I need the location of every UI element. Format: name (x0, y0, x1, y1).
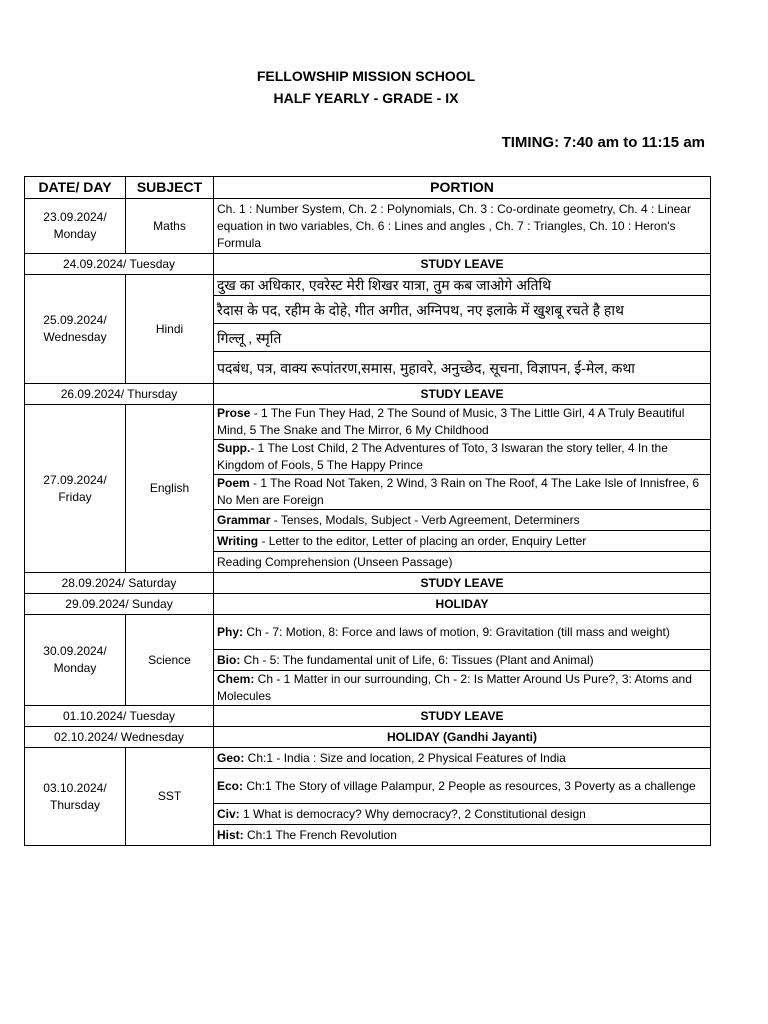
date-cell (25, 615, 126, 706)
portion-cell (214, 475, 711, 510)
table-row (25, 706, 711, 727)
section-label: Chem: (217, 672, 255, 686)
section-label: Prose (217, 406, 251, 420)
portion-cell: दुख का अधिकार, एवरेस्ट मेरी शिखर यात्रा, तुम कब जाओगे अतिथि (214, 275, 711, 296)
subject-cell: Maths (126, 199, 214, 254)
portion-cell (214, 440, 711, 475)
portion-cell (214, 650, 711, 671)
study-leave-cell: STUDY LEAVE (214, 706, 711, 727)
section-text: - Letter to the editor, Letter of placing an order, Enquiry Letter (258, 533, 587, 548)
date-cell (25, 405, 126, 573)
portion-cell (214, 510, 711, 531)
portion-cell: गिल्लू , स्मृति (214, 324, 711, 352)
section-label: Bio: (217, 652, 241, 667)
exam-timing: TIMING: 7:40 am to 11:15 am (501, 134, 705, 151)
section-label: Hist: (217, 827, 244, 842)
column-header-subject: SUBJECT (126, 177, 214, 199)
date: 25.09.2024/ (43, 313, 107, 327)
section-label: Civ: (217, 806, 240, 821)
date-cell: 26.09.2024/ Thursday (25, 384, 214, 405)
portion-cell (214, 769, 711, 804)
date-cell: 01.10.2024/ Tuesday (25, 706, 214, 727)
day: Friday (58, 489, 92, 504)
subject-cell: English (126, 405, 214, 573)
table-row (25, 615, 711, 650)
column-header-date: DATE/ DAY (25, 177, 126, 199)
table-row (25, 199, 711, 254)
date-cell: 24.09.2024/ Tuesday (25, 254, 214, 275)
portion-cell: पदबंध, पत्र, वाक्य रूपांतरण,समास, मुहावरे, अनुच्छेद, सूचना, विज्ञापन, ई-मेल, कथा (214, 352, 711, 384)
table-row (25, 748, 711, 769)
date-cell: 28.09.2024/ Saturday (25, 573, 214, 594)
date: 27.09.2024/ (43, 472, 107, 487)
date-cell: 29.09.2024/ Sunday (25, 594, 214, 615)
subject-cell: Science (126, 615, 214, 706)
date: 03.10.2024/ (43, 780, 107, 795)
section-text: - 1 The Fun They Had, 2 The Sound of Music, 3 The Little Girl, 4 A Truly Beautiful Mind, 5 The Snake and The Mirror, 6 My Childhood (217, 406, 685, 437)
table-row (25, 727, 711, 748)
section-text: Ch - 1 Matter in our surrounding, Ch - 2: Is Matter Around Us Pure?, 3: Atoms and Molecules (217, 672, 692, 703)
section-label: Phy: (217, 624, 244, 639)
section-label: Eco: (217, 778, 244, 793)
day: Wednesday (43, 330, 107, 344)
study-leave-cell: STUDY LEAVE (214, 254, 711, 275)
section-label: Supp. (217, 441, 251, 455)
date: 23.09.2024/ (43, 210, 107, 224)
table-row (25, 405, 711, 440)
portion-cell (214, 615, 711, 650)
portion-cell (214, 405, 711, 440)
date-cell (25, 748, 126, 846)
section-text: - 1 The Lost Child, 2 The Adventures of Toto, 3 Iswaran the story teller, 4 In the Kingdom of Fools, 5 The Happy Prince (217, 441, 668, 472)
section-text: 1 What is democracy? Why democracy?, 2 Constitutional design (239, 806, 586, 821)
section-label: Poem (217, 476, 250, 490)
exam-title: HALF YEARLY - GRADE - IX (273, 90, 459, 106)
section-text: Ch:1 The Story of village Palampur, 2 People as resources, 3 Poverty as a challenge (243, 778, 696, 793)
portion-cell (214, 671, 711, 706)
portion-cell (214, 748, 711, 769)
holiday-cell: HOLIDAY (Gandhi Jayanti) (214, 727, 711, 748)
table-row (25, 384, 711, 405)
section-text: Ch:1 - India : Size and location, 2 Physical Features of India (244, 750, 566, 765)
portion-cell (214, 804, 711, 825)
section-text: Ch:1 The French Revolution (243, 827, 397, 842)
section-text: Ch - 5: The fundamental unit of Life, 6: Tissues (Plant and Animal) (240, 652, 594, 667)
holiday-cell: HOLIDAY (214, 594, 711, 615)
subject-cell: SST (126, 748, 214, 846)
table-header-row (25, 177, 711, 199)
date-cell (25, 275, 126, 384)
school-name: FELLOWSHIP MISSION SCHOOL (256, 68, 476, 84)
section-text: - 1 The Road Not Taken, 2 Wind, 3 Rain on The Roof, 4 The Lake Isle of Innisfree, 6 No Men are Foreign (217, 476, 700, 507)
section-label: Writing (217, 533, 259, 548)
portion-cell (214, 825, 711, 846)
table-row (25, 275, 711, 296)
table-row (25, 573, 711, 594)
portion-cell: Reading Comprehension (Unseen Passage) (214, 552, 711, 573)
portion-cell: Ch. 1 : Number System, Ch. 2 : Polynomials, Ch. 3 : Co-ordinate geometry, Ch. 4 : Linear equation in two variables, Ch. 6 : Lines and angles , Ch. 7 : Triangles, Ch. 10 : Heron's Formula (214, 199, 711, 254)
study-leave-cell: STUDY LEAVE (214, 384, 711, 405)
day: Monday (53, 661, 97, 675)
section-label: Geo: (217, 750, 245, 765)
study-leave-cell: STUDY LEAVE (214, 573, 711, 594)
portion-cell: रैदास के पद, रहीम के दोहे, गीत अगीत, अग्निपथ, नए इलाके में खुशबू रचते है हाथ (214, 296, 711, 324)
table-row (25, 254, 711, 275)
day: Thursday (49, 797, 101, 812)
date: 30.09.2024/ (43, 644, 107, 658)
section-text: - Tenses, Modals, Subject - Verb Agreement, Determiners (270, 512, 580, 527)
portion-cell (214, 531, 711, 552)
column-header-portion: PORTION (214, 177, 711, 199)
section-label: Grammar (217, 512, 271, 527)
section-text: Ch - 7: Motion, 8: Force and laws of motion, 9: Gravitation (till mass and weight) (243, 624, 670, 639)
date-cell (25, 199, 126, 254)
date-cell: 02.10.2024/ Wednesday (25, 727, 214, 748)
exam-schedule-table (24, 176, 711, 846)
day: Monday (53, 227, 97, 241)
subject-cell: Hindi (126, 275, 214, 384)
table-row (25, 594, 711, 615)
